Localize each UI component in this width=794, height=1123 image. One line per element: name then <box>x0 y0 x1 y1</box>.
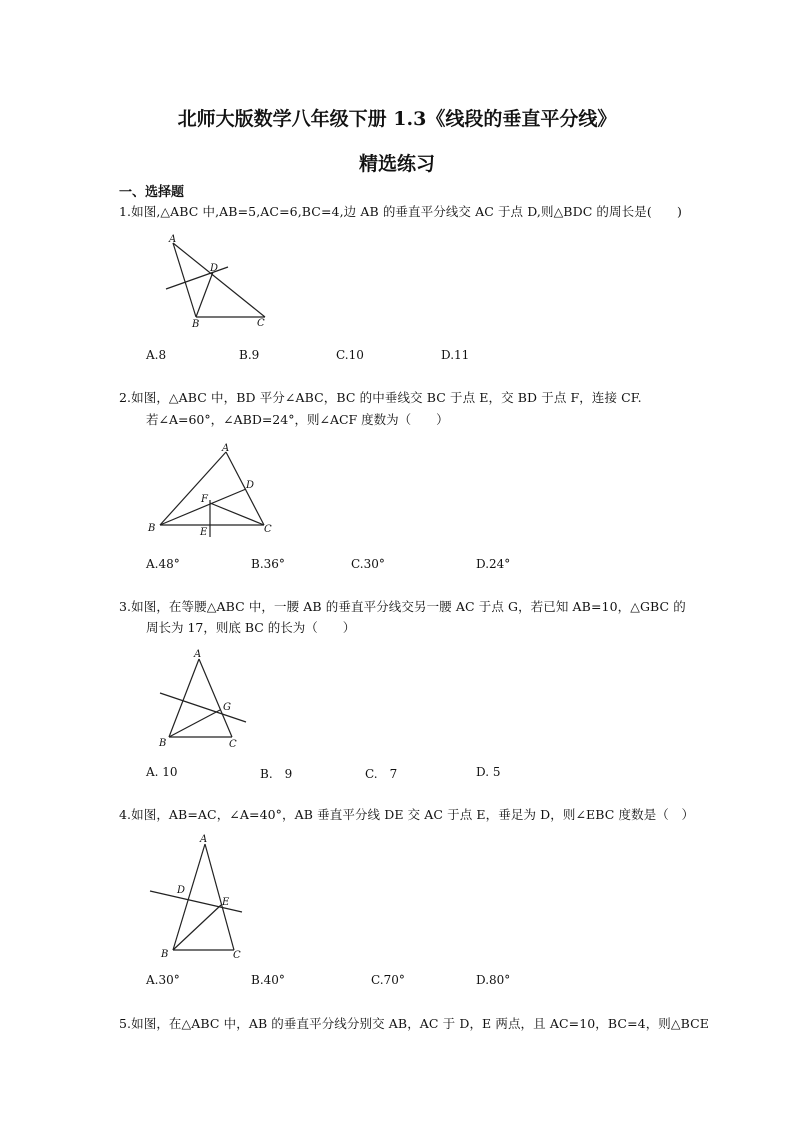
q1-option-b: B.9 <box>239 348 260 362</box>
q4-option-d: D.80° <box>476 973 511 987</box>
q1-option-d: D.11 <box>441 348 470 362</box>
q2-label-c: C <box>264 524 272 535</box>
q2-option-c: C.30° <box>351 557 385 571</box>
q4-label-c: C <box>233 950 241 961</box>
question-2-text-2: 若∠A=60°，∠ABD=24°，则∠ACF 度数为（ ） <box>146 412 449 427</box>
q3-option-a: A. 10 <box>146 765 178 779</box>
q1-label-b: B <box>192 319 200 330</box>
q4-option-c: C.70° <box>371 973 405 987</box>
q2-label-d: D <box>246 480 255 491</box>
question-2-text-1: 2.如图，△ABC 中，BD 平分∠ABC，BC 的中垂线交 BC 于点 E，交 BD 于点 F，连接 CF. <box>119 390 642 405</box>
q4-option-b: B.40° <box>251 973 285 987</box>
question-3-text-2: 周长为 17，则底 BC 的长为（ ） <box>146 620 356 635</box>
q4-option-a: A.30° <box>146 973 180 987</box>
question-3-text-1: 3.如图，在等腰△ABC 中，一腰 AB 的垂直平分线交另一腰 AC 于点 G，若已知 AB=10，△GBC 的 <box>119 599 686 614</box>
q2-label-f: F <box>201 494 208 505</box>
question-1-text: 1.如图,△ABC 中,AB=5,AC=6,BC=4,边 AB 的垂直平分线交 AC 于点 D,则△BDC 的周长是( ) <box>119 204 682 219</box>
q2-label-b: B <box>148 523 156 534</box>
q2-label-a: A <box>222 443 230 454</box>
q4-label-a: A <box>200 834 208 845</box>
q1-option-a: A.8 <box>146 348 167 362</box>
q4-label-b: B <box>161 949 169 960</box>
q3-option-c: C. 7 <box>365 767 398 781</box>
q1-label-c: C <box>257 318 265 329</box>
q3-label-g: G <box>223 702 231 713</box>
q2-option-a: A.48° <box>146 557 180 571</box>
page-title: 北师大版数学八年级下册 1.3《线段的垂直平分线》 <box>177 108 617 130</box>
q3-label-a: A <box>194 649 202 660</box>
q1-label-d: D <box>210 263 219 274</box>
q2-option-d: D.24° <box>476 557 511 571</box>
q3-option-d: D. 5 <box>476 765 501 779</box>
q3-label-b: B <box>159 738 167 749</box>
q4-label-e: E <box>222 897 230 908</box>
q2-option-b: B.36° <box>251 557 285 571</box>
page-subtitle: 精选练习 <box>358 153 435 175</box>
q3-option-b: B. 9 <box>260 767 293 781</box>
question-4-text: 4.如图，AB=AC，∠A=40°，AB 垂直平分线 DE 交 AC 于点 E，垂足为 D，则∠EBC 度数是（ ） <box>119 807 695 822</box>
q2-label-e: E <box>200 527 208 538</box>
q4-label-d: D <box>177 885 186 896</box>
section-heading: 一、选择题 <box>119 185 185 200</box>
q1-option-c: C.10 <box>336 348 364 362</box>
q3-label-c: C <box>229 739 237 750</box>
q1-label-a: A <box>169 234 177 245</box>
question-5-text: 5.如图，在△ABC 中，AB 的垂直平分线分别交 AB，AC 于 D，E 两点，且 AC=10，BC=4，则△BCE <box>119 1016 710 1031</box>
